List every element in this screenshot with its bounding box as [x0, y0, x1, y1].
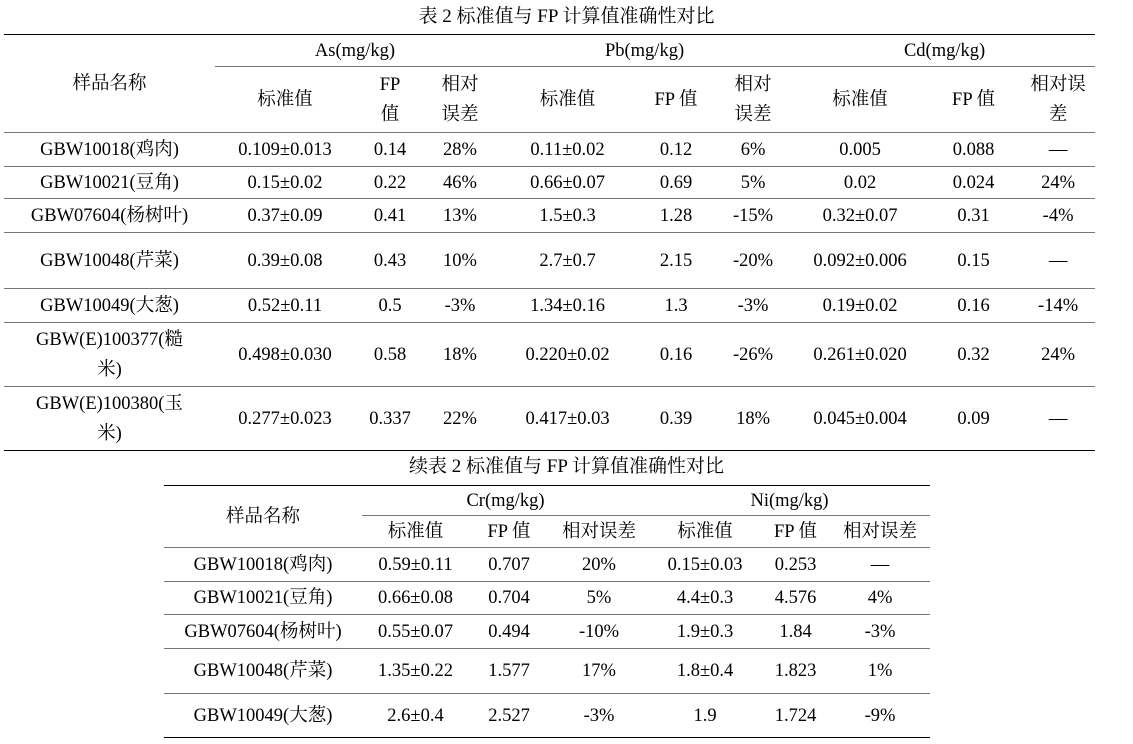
- value-cell: 5%: [549, 582, 649, 615]
- value-cell: 10%: [425, 233, 495, 289]
- value-cell: 0.707: [469, 548, 549, 582]
- value-cell: —: [1021, 133, 1095, 167]
- value-cell: 0.41: [355, 199, 425, 233]
- value-cell: 6%: [712, 133, 794, 167]
- table-row: [4, 387, 1095, 451]
- subheader: FP 值: [774, 521, 818, 542]
- table2-caption: 续表 2 标准值与 FP 计算值准确性对比: [409, 456, 724, 477]
- sample-name-cell: GBW07604(杨树叶): [4, 199, 215, 233]
- sample-name-cell: GBW10018(鸡肉): [4, 133, 215, 167]
- subheader: 相对 误差: [734, 74, 772, 125]
- value-cell: 17%: [549, 649, 649, 694]
- value-cell: 18%: [425, 323, 495, 387]
- value-cell: 0.109±0.013: [215, 133, 355, 167]
- value-cell: 0.59±0.11: [362, 548, 469, 582]
- value-cell: 0.52±0.11: [215, 289, 355, 323]
- value-cell: 1.577: [469, 649, 549, 694]
- sample-name-cell: GBW10018(鸡肉): [164, 548, 362, 582]
- group-header-pb: Pb(mg/kg): [495, 35, 794, 67]
- table1-caption: 表 2 标准值与 FP 计算值准确性对比: [418, 6, 715, 27]
- sample-name-cell: GBW(E)100377(糙 米): [4, 323, 215, 387]
- value-cell: 0.32: [926, 323, 1021, 387]
- value-cell: 1.3: [640, 289, 712, 323]
- value-cell: 0.417±0.03: [495, 387, 640, 451]
- table-row: [164, 615, 930, 649]
- value-cell: 0.15±0.02: [215, 167, 355, 199]
- subheader: 相对误 差: [1030, 74, 1086, 125]
- value-cell: 0.15±0.03: [649, 548, 761, 582]
- value-cell: 0.16: [926, 289, 1021, 323]
- value-cell: 0.277±0.023: [215, 387, 355, 451]
- value-cell: 2.6±0.4: [362, 694, 469, 738]
- table-row: [4, 323, 1095, 387]
- group-header-ni: Ni(mg/kg): [649, 486, 930, 516]
- table-row: [4, 289, 1095, 323]
- value-cell: -14%: [1021, 289, 1095, 323]
- value-cell: 18%: [712, 387, 794, 451]
- table1: [4, 34, 1095, 451]
- sample-name-cell: GBW(E)100380(玉 米): [4, 387, 215, 451]
- value-cell: 0.66±0.07: [495, 167, 640, 199]
- value-cell: 20%: [549, 548, 649, 582]
- table-row: [164, 694, 930, 738]
- table2: [164, 485, 930, 738]
- value-cell: 0.58: [355, 323, 425, 387]
- table-row: [164, 649, 930, 694]
- value-cell: 2.15: [640, 233, 712, 289]
- value-cell: -10%: [549, 615, 649, 649]
- value-cell: 1.9: [649, 694, 761, 738]
- table-row: [4, 167, 1095, 199]
- value-cell: 1.28: [640, 199, 712, 233]
- table2-body: [164, 548, 930, 738]
- value-cell: 0.15: [926, 233, 1021, 289]
- value-cell: 0.16: [640, 323, 712, 387]
- value-cell: 0.5: [355, 289, 425, 323]
- value-cell: 0.092±0.006: [794, 233, 926, 289]
- sample-name-cell: GBW10021(豆角): [4, 167, 215, 199]
- value-cell: 0.704: [469, 582, 549, 615]
- subheader: FP 值: [654, 89, 698, 110]
- sample-name-header: 样品名称: [72, 73, 147, 94]
- value-cell: 1.724: [761, 694, 830, 738]
- value-cell: 46%: [425, 167, 495, 199]
- value-cell: -3%: [830, 615, 930, 649]
- value-cell: 1.35±0.22: [362, 649, 469, 694]
- table-row: [164, 582, 930, 615]
- subheader: 标准值: [257, 89, 313, 110]
- group-header-as: As(mg/kg): [215, 35, 495, 67]
- subheader: FP 值: [487, 521, 531, 542]
- value-cell: 4.576: [761, 582, 830, 615]
- value-cell: -3%: [425, 289, 495, 323]
- value-cell: 0.39: [640, 387, 712, 451]
- value-cell: —: [1021, 233, 1095, 289]
- table-row: [4, 233, 1095, 289]
- value-cell: 4.4±0.3: [649, 582, 761, 615]
- value-cell: 0.494: [469, 615, 549, 649]
- value-cell: 0.498±0.030: [215, 323, 355, 387]
- sample-name-cell: GBW10049(大葱): [164, 694, 362, 738]
- value-cell: 0.024: [926, 167, 1021, 199]
- table-row: [164, 548, 930, 582]
- value-cell: 1.34±0.16: [495, 289, 640, 323]
- sample-name-cell: GBW07604(杨树叶): [164, 615, 362, 649]
- value-cell: 4%: [830, 582, 930, 615]
- value-cell: 0.11±0.02: [495, 133, 640, 167]
- subheader: 相对误差: [843, 521, 918, 542]
- value-cell: 0.31: [926, 199, 1021, 233]
- subheader: 标准值: [832, 89, 888, 110]
- group-header-cd: Cd(mg/kg): [794, 35, 1095, 67]
- value-cell: 0.22: [355, 167, 425, 199]
- value-cell: 13%: [425, 199, 495, 233]
- value-cell: -3%: [712, 289, 794, 323]
- value-cell: 0.66±0.08: [362, 582, 469, 615]
- sample-name-cell: GBW10048(芹菜): [164, 649, 362, 694]
- value-cell: 0.32±0.07: [794, 199, 926, 233]
- value-cell: 22%: [425, 387, 495, 451]
- value-cell: -20%: [712, 233, 794, 289]
- value-cell: 1.8±0.4: [649, 649, 761, 694]
- value-cell: 1%: [830, 649, 930, 694]
- value-cell: 0.55±0.07: [362, 615, 469, 649]
- value-cell: 0.337: [355, 387, 425, 451]
- value-cell: 24%: [1021, 167, 1095, 199]
- subheader: 标准值: [677, 521, 733, 542]
- value-cell: 0.045±0.004: [794, 387, 926, 451]
- value-cell: -9%: [830, 694, 930, 738]
- table-row: [4, 133, 1095, 167]
- value-cell: -4%: [1021, 199, 1095, 233]
- table-row: [4, 199, 1095, 233]
- value-cell: —: [1021, 387, 1095, 451]
- sample-name-cell: GBW10048(芹菜): [4, 233, 215, 289]
- subheader: FP 值: [952, 89, 996, 110]
- value-cell: 0.39±0.08: [215, 233, 355, 289]
- value-cell: 0.261±0.020: [794, 323, 926, 387]
- value-cell: 0.253: [761, 548, 830, 582]
- subheader: FP 值: [379, 74, 401, 125]
- value-cell: 0.088: [926, 133, 1021, 167]
- value-cell: 0.02: [794, 167, 926, 199]
- value-cell: 0.69: [640, 167, 712, 199]
- sample-name-header: 样品名称: [225, 506, 300, 527]
- value-cell: -15%: [712, 199, 794, 233]
- subheader: 标准值: [387, 521, 444, 542]
- value-cell: 1.84: [761, 615, 830, 649]
- value-cell: 2.527: [469, 694, 549, 738]
- value-cell: 2.7±0.7: [495, 233, 640, 289]
- value-cell: 0.19±0.02: [794, 289, 926, 323]
- value-cell: 0.09: [926, 387, 1021, 451]
- value-cell: 1.9±0.3: [649, 615, 761, 649]
- table1-body: [4, 133, 1095, 451]
- value-cell: 0.12: [640, 133, 712, 167]
- value-cell: —: [830, 548, 930, 582]
- group-header-cr: Cr(mg/kg): [362, 486, 649, 516]
- value-cell: 0.43: [355, 233, 425, 289]
- value-cell: 0.14: [355, 133, 425, 167]
- subheader: 标准值: [539, 89, 596, 110]
- sample-name-cell: GBW10021(豆角): [164, 582, 362, 615]
- value-cell: 24%: [1021, 323, 1095, 387]
- value-cell: 0.005: [794, 133, 926, 167]
- value-cell: 1.5±0.3: [495, 199, 640, 233]
- subheader: 相对误差: [562, 521, 637, 542]
- value-cell: 0.220±0.02: [495, 323, 640, 387]
- value-cell: 1.823: [761, 649, 830, 694]
- value-cell: 28%: [425, 133, 495, 167]
- value-cell: -26%: [712, 323, 794, 387]
- value-cell: 0.37±0.09: [215, 199, 355, 233]
- subheader: 相对 误差: [441, 74, 479, 125]
- sample-name-cell: GBW10049(大葱): [4, 289, 215, 323]
- value-cell: 5%: [712, 167, 794, 199]
- value-cell: -3%: [549, 694, 649, 738]
